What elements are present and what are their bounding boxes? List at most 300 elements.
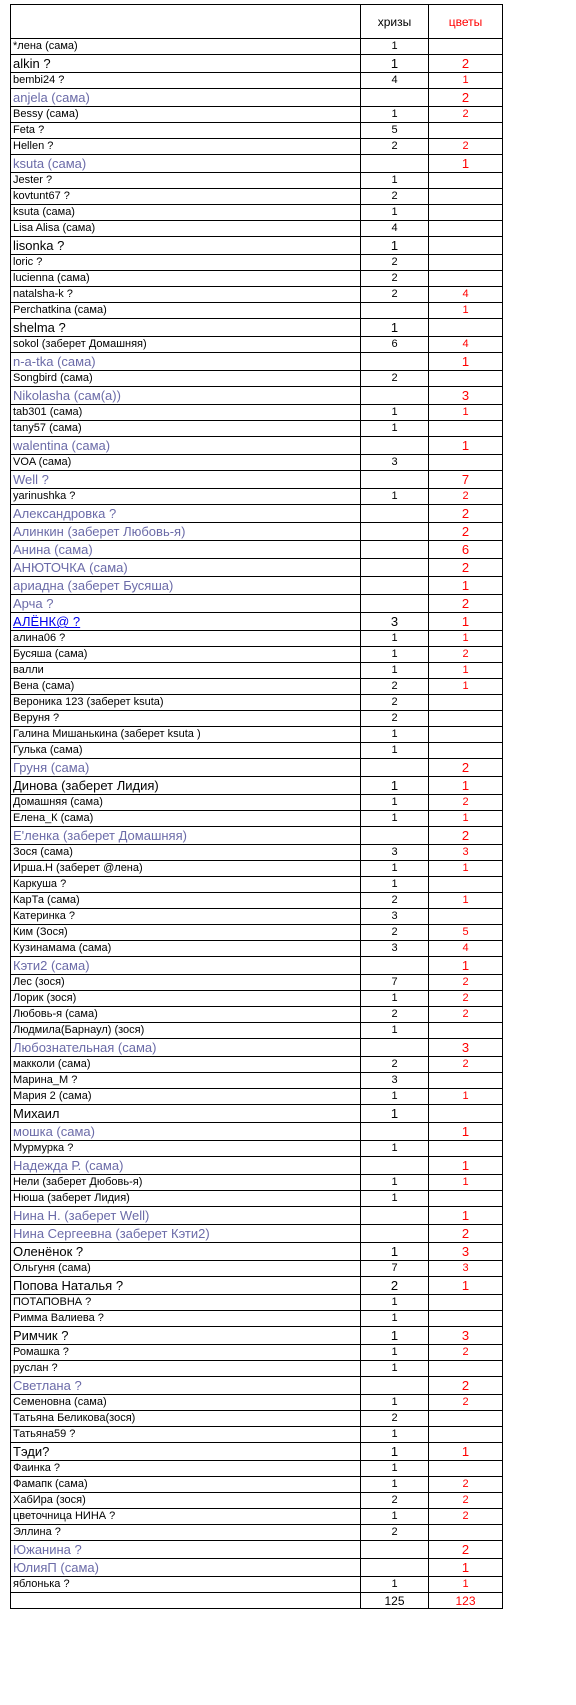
flowers-cell[interactable]: 3 [429, 1243, 503, 1261]
name-cell[interactable]: Feta ? [11, 123, 361, 139]
chrysanthemums-cell[interactable] [361, 353, 429, 371]
name-cell[interactable]: Лес (зося) [11, 975, 361, 991]
flowers-cell[interactable]: 2 [429, 1057, 503, 1073]
flowers-cell[interactable] [429, 1191, 503, 1207]
table-row [11, 387, 503, 405]
name-cell[interactable]: lisonka ? [11, 237, 361, 255]
name-cell[interactable]: Songbird (сама) [11, 371, 361, 387]
name-cell[interactable]: Вена (сама) [11, 679, 361, 695]
flowers-cell[interactable]: 2 [429, 1345, 503, 1361]
flowers-cell[interactable] [429, 319, 503, 337]
chrysanthemums-cell[interactable]: 2 [361, 1411, 429, 1427]
name-cell[interactable]: Катеринка ? [11, 909, 361, 925]
flowers-cell[interactable]: 1 [429, 577, 503, 595]
name-cell[interactable]: Любознательная (сама) [11, 1039, 361, 1057]
chrysanthemums-cell[interactable] [361, 387, 429, 405]
flowers-cell[interactable]: 2 [429, 89, 503, 107]
flowers-cell[interactable] [429, 237, 503, 255]
flowers-cell[interactable]: 2 [429, 795, 503, 811]
name-cell[interactable]: Александровка ? [11, 505, 361, 523]
flowers-cell[interactable] [429, 695, 503, 711]
chrysanthemums-cell[interactable]: 1 [361, 1295, 429, 1311]
chrysanthemums-cell[interactable]: 1 [361, 405, 429, 421]
name-cell[interactable]: tany57 (сама) [11, 421, 361, 437]
flowers-cell[interactable]: 1 [429, 957, 503, 975]
name-cell[interactable]: Веруня ? [11, 711, 361, 727]
chrysanthemums-cell[interactable]: 1 [361, 1345, 429, 1361]
chrysanthemums-cell[interactable]: 2 [361, 1277, 429, 1295]
flowers-cell[interactable]: 3 [429, 1327, 503, 1345]
table-row [11, 861, 503, 877]
flowers-cell[interactable]: 3 [429, 1039, 503, 1057]
chrysanthemums-cell[interactable]: 1 [361, 1023, 429, 1039]
name-cell[interactable]: Ирша.Н (заберет @лена) [11, 861, 361, 877]
chrysanthemums-cell[interactable] [361, 1207, 429, 1225]
chrysanthemums-cell[interactable] [361, 523, 429, 541]
flowers-cell[interactable] [429, 1461, 503, 1477]
flowers-cell[interactable]: 1 [429, 1089, 503, 1105]
name-cell[interactable]: ksuta (сама) [11, 205, 361, 221]
chrysanthemums-cell[interactable]: 1 [361, 1105, 429, 1123]
chrysanthemums-cell[interactable] [361, 577, 429, 595]
chrysanthemums-cell[interactable]: 4 [361, 221, 429, 237]
chrysanthemums-cell[interactable]: 1 [361, 777, 429, 795]
name-cell[interactable]: walentina (сама) [11, 437, 361, 455]
flowers-cell[interactable] [429, 1427, 503, 1443]
chrysanthemums-cell[interactable]: 2 [361, 695, 429, 711]
name-cell[interactable]: АЛЁНК@ ? [11, 613, 361, 631]
chrysanthemums-total-cell[interactable]: 125 [361, 1593, 429, 1609]
chrysanthemums-cell[interactable]: 4 [361, 73, 429, 89]
flowers-cell[interactable]: 1 [429, 893, 503, 909]
name-cell[interactable]: Анина (сама) [11, 541, 361, 559]
flowers-cell[interactable] [429, 455, 503, 471]
chrysanthemums-cell[interactable]: 3 [361, 1073, 429, 1089]
name-cell[interactable]: Оленёнок ? [11, 1243, 361, 1261]
chrysanthemums-cell[interactable]: 1 [361, 1509, 429, 1525]
chrysanthemums-cell[interactable] [361, 303, 429, 319]
chrysanthemums-cell[interactable] [361, 155, 429, 173]
flowers-cell[interactable]: 3 [429, 1261, 503, 1277]
name-cell[interactable]: lucienna (сама) [11, 271, 361, 287]
chrysanthemums-cell[interactable]: 1 [361, 1477, 429, 1493]
chrysanthemums-cell[interactable] [361, 1039, 429, 1057]
chrysanthemums-cell[interactable]: 3 [361, 909, 429, 925]
flowers-cell[interactable]: 1 [429, 631, 503, 647]
flowers-cell[interactable]: 5 [429, 925, 503, 941]
chrysanthemums-cell[interactable] [361, 759, 429, 777]
flowers-cell[interactable]: 1 [429, 1277, 503, 1295]
name-cell[interactable]: мошка (сама) [11, 1123, 361, 1141]
name-cell[interactable]: alkin ? [11, 55, 361, 73]
name-cell[interactable]: Jester ? [11, 173, 361, 189]
name-cell[interactable]: anjela (сама) [11, 89, 361, 107]
name-cell[interactable]: Hellen ? [11, 139, 361, 155]
chrysanthemums-cell[interactable] [361, 1157, 429, 1175]
chrysanthemums-cell[interactable] [361, 827, 429, 845]
header-flowers-cell[interactable]: цветы [429, 5, 503, 39]
chrysanthemums-cell[interactable]: 2 [361, 679, 429, 695]
flowers-cell[interactable]: 2 [429, 1225, 503, 1243]
name-cell[interactable]: tab301 (сама) [11, 405, 361, 421]
chrysanthemums-cell[interactable]: 2 [361, 255, 429, 271]
name-cell[interactable]: Татьяна Беликова(зося) [11, 1411, 361, 1427]
flowers-cell[interactable]: 2 [429, 505, 503, 523]
chrysanthemums-cell[interactable]: 1 [361, 237, 429, 255]
chrysanthemums-cell[interactable]: 1 [361, 55, 429, 73]
name-cell[interactable]: яблонька ? [11, 1577, 361, 1593]
name-cell[interactable]: Попова Наталья ? [11, 1277, 361, 1295]
name-cell[interactable]: Е'ленка (заберет Домашняя) [11, 827, 361, 845]
flowers-cell[interactable]: 2 [429, 827, 503, 845]
flowers-cell[interactable]: 1 [429, 777, 503, 795]
name-cell[interactable]: Вероника 123 (заберет ksuta) [11, 695, 361, 711]
chrysanthemums-cell[interactable]: 3 [361, 845, 429, 861]
chrysanthemums-cell[interactable]: 5 [361, 123, 429, 139]
flowers-cell[interactable]: 1 [429, 1175, 503, 1191]
name-cell[interactable]: Мурмурка ? [11, 1141, 361, 1157]
chrysanthemums-cell[interactable] [361, 1225, 429, 1243]
chrysanthemums-cell[interactable]: 2 [361, 189, 429, 205]
name-cell[interactable]: Фамапк (сама) [11, 1477, 361, 1493]
name-cell[interactable]: shelma ? [11, 319, 361, 337]
chrysanthemums-cell[interactable]: 1 [361, 877, 429, 893]
chrysanthemums-cell[interactable]: 2 [361, 371, 429, 387]
flowers-cell[interactable]: 2 [429, 489, 503, 505]
name-cell[interactable]: VOA (сама) [11, 455, 361, 471]
flowers-cell[interactable]: 2 [429, 759, 503, 777]
name-cell[interactable]: Динова (заберет Лидия) [11, 777, 361, 795]
chrysanthemums-cell[interactable]: 3 [361, 941, 429, 957]
flowers-cell[interactable]: 2 [429, 55, 503, 73]
name-cell[interactable]: Арча ? [11, 595, 361, 613]
chrysanthemums-cell[interactable]: 2 [361, 1057, 429, 1073]
name-cell[interactable]: Каркуша ? [11, 877, 361, 893]
flowers-cell[interactable]: 6 [429, 541, 503, 559]
table-row [11, 189, 503, 205]
table-row [11, 1559, 503, 1577]
flowers-cell[interactable] [429, 743, 503, 759]
flowers-cell[interactable]: 4 [429, 337, 503, 353]
name-cell[interactable]: Светлана ? [11, 1377, 361, 1395]
flowers-cell[interactable] [429, 255, 503, 271]
flowers-cell[interactable]: 2 [429, 1493, 503, 1509]
name-cell[interactable]: алина06 ? [11, 631, 361, 647]
flowers-cell[interactable] [429, 271, 503, 287]
flowers-cell[interactable]: 1 [429, 679, 503, 695]
flowers-cell[interactable] [429, 39, 503, 55]
chrysanthemums-cell[interactable] [361, 1123, 429, 1141]
flowers-cell[interactable] [429, 1361, 503, 1377]
name-cell[interactable]: Марина_М ? [11, 1073, 361, 1089]
name-cell[interactable]: Гулька (сама) [11, 743, 361, 759]
chrysanthemums-cell[interactable]: 2 [361, 1493, 429, 1509]
flowers-cell[interactable]: 2 [429, 991, 503, 1007]
chrysanthemums-cell[interactable]: 2 [361, 287, 429, 303]
flowers-cell[interactable] [429, 123, 503, 139]
name-cell[interactable]: Римма Валиева ? [11, 1311, 361, 1327]
table-row [11, 663, 503, 679]
table-row [11, 1261, 503, 1277]
chrysanthemums-cell[interactable]: 1 [361, 1089, 429, 1105]
chrysanthemums-cell[interactable] [361, 1377, 429, 1395]
chrysanthemums-cell[interactable]: 2 [361, 1525, 429, 1541]
flowers-cell[interactable]: 2 [429, 139, 503, 155]
flowers-cell[interactable]: 4 [429, 287, 503, 303]
name-cell[interactable]: Зося (сама) [11, 845, 361, 861]
name-cell[interactable]: Галина Мишанькина (заберет ksuta ) [11, 727, 361, 743]
flowers-cell[interactable]: 7 [429, 471, 503, 489]
chrysanthemums-cell[interactable] [361, 595, 429, 613]
name-cell[interactable]: yarinushka ? [11, 489, 361, 505]
flowers-cell[interactable]: 2 [429, 1541, 503, 1559]
flowers-cell[interactable] [429, 1295, 503, 1311]
chrysanthemums-cell[interactable]: 2 [361, 711, 429, 727]
flowers-cell[interactable] [429, 173, 503, 189]
chrysanthemums-cell[interactable]: 1 [361, 1141, 429, 1157]
flowers-cell[interactable] [429, 711, 503, 727]
name-cell[interactable]: макколи (сама) [11, 1057, 361, 1073]
chrysanthemums-cell[interactable]: 1 [361, 173, 429, 189]
flowers-cell[interactable]: 1 [429, 1443, 503, 1461]
flowers-cell[interactable]: 1 [429, 613, 503, 631]
chrysanthemums-cell[interactable]: 1 [361, 39, 429, 55]
flowers-cell[interactable]: 2 [429, 1007, 503, 1023]
name-cell[interactable]: Надежда Р. (сама) [11, 1157, 361, 1175]
flowers-cell[interactable] [429, 205, 503, 221]
chrysanthemums-cell[interactable]: 1 [361, 727, 429, 743]
flowers-cell[interactable]: 1 [429, 353, 503, 371]
name-cell[interactable]: loric ? [11, 255, 361, 271]
name-cell[interactable]: валли [11, 663, 361, 679]
name-cell[interactable]: Тэди? [11, 1443, 361, 1461]
name-cell[interactable]: Семеновна (сама) [11, 1395, 361, 1411]
chrysanthemums-cell[interactable] [361, 471, 429, 489]
table-row [11, 941, 503, 957]
flowers-cell[interactable]: 1 [429, 811, 503, 827]
name-cell[interactable]: Ромашка ? [11, 1345, 361, 1361]
chrysanthemums-cell[interactable]: 1 [361, 1243, 429, 1261]
name-cell[interactable]: Нюша (заберет Лидия) [11, 1191, 361, 1207]
flowers-cell[interactable] [429, 1073, 503, 1089]
chrysanthemums-cell[interactable]: 3 [361, 455, 429, 471]
name-cell[interactable]: Фаинка ? [11, 1461, 361, 1477]
name-cell[interactable]: ариадна (заберет Бусяша) [11, 577, 361, 595]
name-cell[interactable]: Ольгуня (сама) [11, 1261, 361, 1277]
chrysanthemums-cell[interactable]: 1 [361, 205, 429, 221]
flowers-cell[interactable]: 2 [429, 647, 503, 663]
chrysanthemums-cell[interactable]: 6 [361, 337, 429, 353]
chrysanthemums-cell[interactable] [361, 957, 429, 975]
flowers-cell[interactable]: 2 [429, 559, 503, 577]
flowers-cell[interactable]: 2 [429, 1509, 503, 1525]
name-cell[interactable]: bembi24 ? [11, 73, 361, 89]
header-chrysanthemums-cell[interactable]: хризы [361, 5, 429, 39]
flowers-cell[interactable] [429, 371, 503, 387]
chrysanthemums-cell[interactable]: 1 [361, 1327, 429, 1345]
flowers-cell[interactable]: 1 [429, 861, 503, 877]
name-cell[interactable]: Нели (заберет Дюбовь-я) [11, 1175, 361, 1191]
name-cell[interactable]: Кузинамама (сама) [11, 941, 361, 957]
chrysanthemums-cell[interactable]: 2 [361, 271, 429, 287]
chrysanthemums-cell[interactable]: 1 [361, 647, 429, 663]
chrysanthemums-cell[interactable]: 2 [361, 1007, 429, 1023]
chrysanthemums-cell[interactable]: 1 [361, 1443, 429, 1461]
name-cell[interactable]: Мария 2 (сама) [11, 1089, 361, 1105]
chrysanthemums-cell[interactable]: 2 [361, 139, 429, 155]
name-cell[interactable]: Елена_К (сама) [11, 811, 361, 827]
flowers-cell[interactable]: 1 [429, 303, 503, 319]
name-cell[interactable]: Кэти2 (сама) [11, 957, 361, 975]
chrysanthemums-cell[interactable]: 1 [361, 795, 429, 811]
name-cell[interactable]: Домашняя (сама) [11, 795, 361, 811]
flowers-cell[interactable]: 1 [429, 437, 503, 455]
name-cell[interactable]: natalsha-k ? [11, 287, 361, 303]
name-cell[interactable]: Любовь-я (сама) [11, 1007, 361, 1023]
flowers-cell[interactable]: 3 [429, 387, 503, 405]
flowers-cell[interactable] [429, 1023, 503, 1039]
flowers-cell[interactable]: 2 [429, 595, 503, 613]
chrysanthemums-cell[interactable]: 1 [361, 1361, 429, 1377]
table-row [11, 577, 503, 595]
name-cell[interactable]: Ким (Зося) [11, 925, 361, 941]
chrysanthemums-cell[interactable] [361, 541, 429, 559]
table-row [11, 957, 503, 975]
flowers-cell[interactable]: 1 [429, 663, 503, 679]
flowers-cell[interactable]: 1 [429, 1559, 503, 1577]
flowers-cell[interactable] [429, 1525, 503, 1541]
chrysanthemums-cell[interactable]: 1 [361, 663, 429, 679]
chrysanthemums-cell[interactable]: 7 [361, 975, 429, 991]
flowers-total-cell[interactable]: 123 [429, 1593, 503, 1609]
chrysanthemums-cell[interactable]: 1 [361, 1175, 429, 1191]
chrysanthemums-cell[interactable]: 1 [361, 1395, 429, 1411]
chrysanthemums-cell[interactable] [361, 505, 429, 523]
flowers-cell[interactable]: 2 [429, 107, 503, 123]
name-cell[interactable]: Римчик ? [11, 1327, 361, 1345]
chrysanthemums-cell[interactable]: 1 [361, 631, 429, 647]
name-cell[interactable]: ПОТАПОВНА ? [11, 1295, 361, 1311]
name-cell[interactable]: Михаил [11, 1105, 361, 1123]
chrysanthemums-cell[interactable] [361, 89, 429, 107]
chrysanthemums-cell[interactable]: 2 [361, 893, 429, 909]
name-cell[interactable]: Nikolasha (сам(а)) [11, 387, 361, 405]
table-row [11, 1477, 503, 1493]
name-cell[interactable]: ЮлияП (сама) [11, 1559, 361, 1577]
chrysanthemums-cell[interactable]: 1 [361, 421, 429, 437]
chrysanthemums-cell[interactable]: 1 [361, 1311, 429, 1327]
chrysanthemums-cell[interactable]: 1 [361, 1427, 429, 1443]
flowers-cell[interactable] [429, 189, 503, 205]
chrysanthemums-cell[interactable]: 1 [361, 991, 429, 1007]
chrysanthemums-cell[interactable] [361, 1559, 429, 1577]
name-cell[interactable]: Нина Сергеевна (заберет Кэти2) [11, 1225, 361, 1243]
name-cell[interactable]: Груня (сама) [11, 759, 361, 777]
chrysanthemums-cell[interactable] [361, 559, 429, 577]
name-cell[interactable]: kovtunt67 ? [11, 189, 361, 205]
table-row [11, 337, 503, 353]
chrysanthemums-cell[interactable]: 1 [361, 811, 429, 827]
chrysanthemums-cell[interactable]: 1 [361, 861, 429, 877]
name-cell[interactable]: ХабИра (зося) [11, 1493, 361, 1509]
chrysanthemums-cell[interactable]: 1 [361, 1191, 429, 1207]
flowers-cell[interactable]: 2 [429, 1477, 503, 1493]
chrysanthemums-cell[interactable]: 7 [361, 1261, 429, 1277]
flowers-cell[interactable]: 4 [429, 941, 503, 957]
flowers-cell[interactable]: 2 [429, 1377, 503, 1395]
flowers-cell[interactable]: 1 [429, 405, 503, 421]
flowers-cell[interactable] [429, 1411, 503, 1427]
chrysanthemums-cell[interactable]: 2 [361, 925, 429, 941]
flowers-cell[interactable] [429, 1311, 503, 1327]
flowers-cell[interactable]: 2 [429, 975, 503, 991]
name-cell[interactable]: руслан ? [11, 1361, 361, 1377]
totals-label-cell[interactable] [11, 1593, 361, 1609]
chrysanthemums-cell[interactable]: 1 [361, 107, 429, 123]
name-cell[interactable]: КарТа (сама) [11, 893, 361, 909]
flowers-cell[interactable]: 1 [429, 1157, 503, 1175]
flowers-cell[interactable]: 1 [429, 155, 503, 173]
name-cell[interactable]: Нина Н. (заберет Well) [11, 1207, 361, 1225]
name-cell[interactable]: Well ? [11, 471, 361, 489]
table-row [11, 827, 503, 845]
name-cell[interactable]: sokol (заберет Домашняя) [11, 337, 361, 353]
name-cell[interactable]: Эллина ? [11, 1525, 361, 1541]
flowers-cell[interactable] [429, 421, 503, 437]
name-cell[interactable]: Алинкин (заберет Любовь-я) [11, 523, 361, 541]
name-cell[interactable]: Татьяна59 ? [11, 1427, 361, 1443]
name-cell[interactable]: Perchatkina (сама) [11, 303, 361, 319]
name-cell[interactable]: цветочница НИНА ? [11, 1509, 361, 1525]
name-cell[interactable]: Людмила(Барнаул) (зося) [11, 1023, 361, 1039]
name-cell[interactable]: n-a-tka (сама) [11, 353, 361, 371]
name-cell[interactable]: Южанина ? [11, 1541, 361, 1559]
name-cell[interactable]: ksuta (сама) [11, 155, 361, 173]
header-name-cell[interactable] [11, 5, 361, 39]
flowers-cell[interactable] [429, 909, 503, 925]
flowers-cell[interactable]: 2 [429, 523, 503, 541]
name-cell[interactable]: Бусяша (сама) [11, 647, 361, 663]
table-row [11, 1105, 503, 1123]
flowers-cell[interactable]: 1 [429, 73, 503, 89]
name-cell[interactable]: Lisa Alisa (сама) [11, 221, 361, 237]
chrysanthemums-cell[interactable]: 1 [361, 743, 429, 759]
chrysanthemums-cell[interactable]: 3 [361, 613, 429, 631]
name-cell[interactable]: *лена (сама) [11, 39, 361, 55]
flowers-cell[interactable] [429, 727, 503, 743]
chrysanthemums-cell[interactable] [361, 437, 429, 455]
flowers-cell[interactable]: 1 [429, 1577, 503, 1593]
table-row [11, 271, 503, 287]
table-row [11, 1207, 503, 1225]
flowers-cell[interactable] [429, 1141, 503, 1157]
chrysanthemums-cell[interactable] [361, 1541, 429, 1559]
flowers-cell[interactable]: 1 [429, 1207, 503, 1225]
flowers-cell[interactable]: 3 [429, 845, 503, 861]
name-cell[interactable]: Bessy (сама) [11, 107, 361, 123]
chrysanthemums-cell[interactable]: 1 [361, 1461, 429, 1477]
name-cell[interactable]: Лорик (зося) [11, 991, 361, 1007]
chrysanthemums-cell[interactable]: 1 [361, 319, 429, 337]
flowers-cell[interactable]: 2 [429, 1395, 503, 1411]
flowers-cell[interactable] [429, 1105, 503, 1123]
chrysanthemums-cell[interactable]: 1 [361, 1577, 429, 1593]
name-cell[interactable]: АНЮТОЧКА (сама) [11, 559, 361, 577]
flowers-cell[interactable] [429, 877, 503, 893]
flowers-cell[interactable]: 1 [429, 1123, 503, 1141]
flowers-cell[interactable] [429, 221, 503, 237]
chrysanthemums-cell[interactable]: 1 [361, 489, 429, 505]
